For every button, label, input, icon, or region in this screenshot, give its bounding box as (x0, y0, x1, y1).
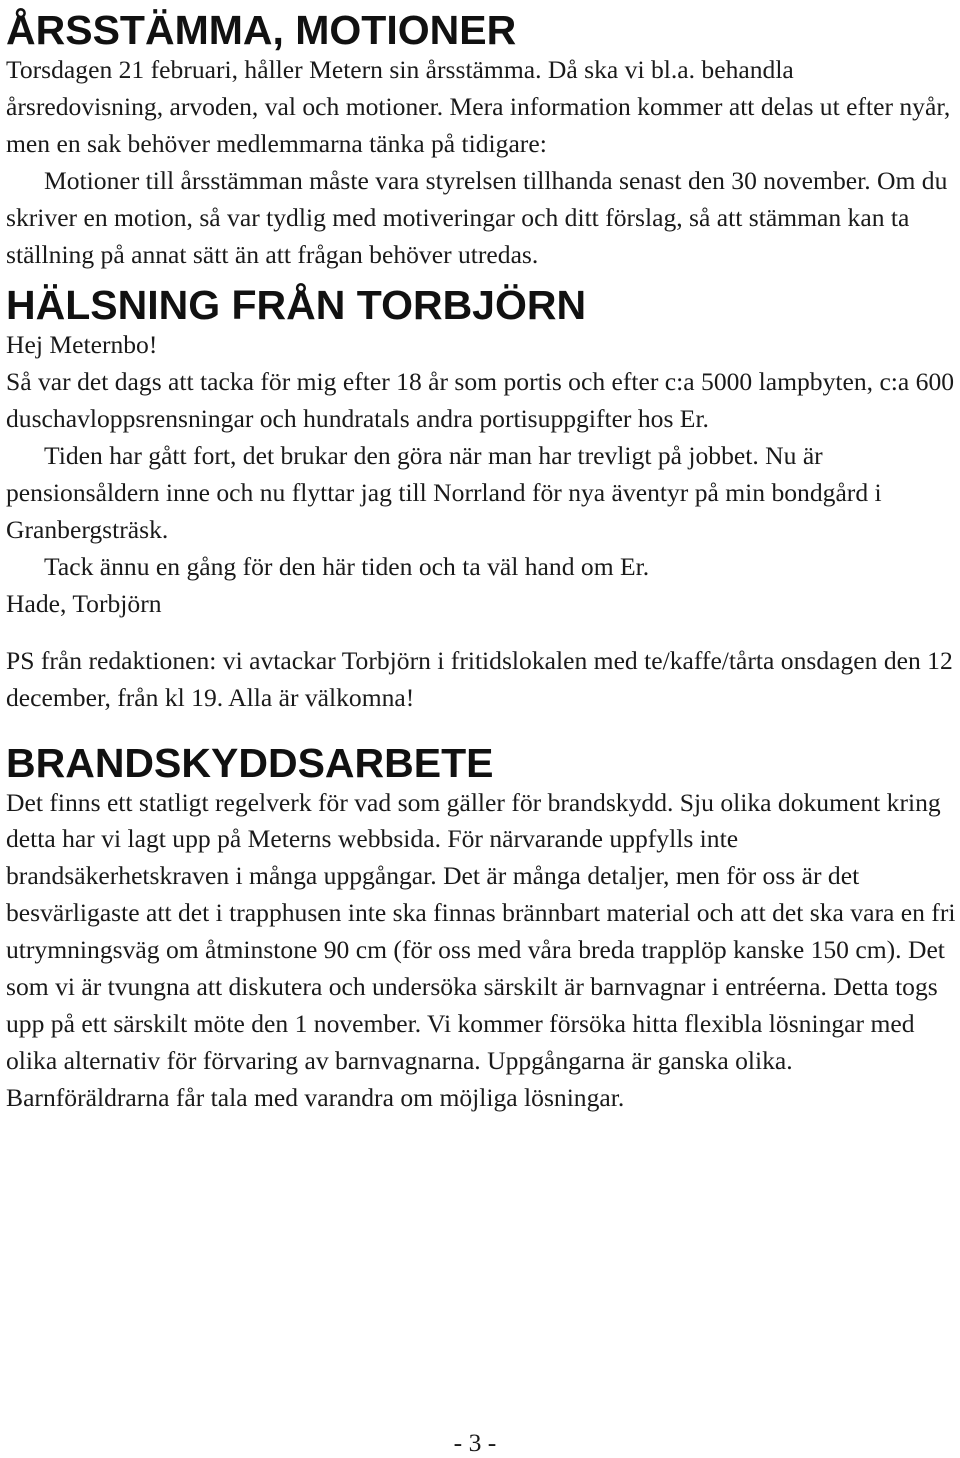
halsning-ps: PS från redaktionen: vi avtackar Torbjörn i fritidslokalen med te/kaffe/tårta onsdagen den 12 december, från kl 19. Alla är välkomna! (6, 645, 953, 712)
section-arsstamma (6, 52, 956, 273)
section-halsning (6, 327, 956, 716)
page-number: - 3 - (453, 1428, 497, 1457)
halsning-paragraph-farewell: Tack ännu en gång för den här tiden och ta väl hand om Er. (44, 551, 650, 581)
section-brandskydd (6, 785, 956, 1117)
newsletter-page (6, 0, 956, 1117)
heading-brandskydd: BRANDSKYDDSARBETE (6, 739, 494, 786)
heading-arsstamma: ÅRSSTÄMMA, MOTIONER (6, 7, 517, 53)
spacer (6, 623, 956, 643)
arsstamma-paragraph-motioner: Motioner till årsstämman måste vara styrelsen tillhanda senast den 30 november. Om du skriver en motion, så var tydlig med motiveringar och ditt förslag, så att stämman kan ta ställning på annat sätt än att frågan behöver utredas. (6, 165, 948, 269)
halsning-paragraph-time: Tiden har gått fort, det brukar den göra när man har trevligt på jobbet. Nu är pensionsåldern inne och nu flyttar jag till Norrland för nya äventyr på min bondgård i Granbergsträsk. (6, 441, 882, 544)
heading-halsning: HÄLSNING FRÅN TORBJÖRN (6, 282, 587, 329)
halsning-signature: Hade, Torbjörn (6, 588, 162, 618)
arsstamma-paragraph-intro: Torsdagen 21 februari, håller Metern sin årsstämma. Då ska vi bl.a. behandla årsredovisning, arvoden, val och motioner. Mera information kommer att delas ut efter nyår, men en sak behöver medlemmarna tänka på tidigare: (6, 55, 951, 158)
halsning-paragraph-thanks: Så var det dags att tacka för mig efter 18 år som portis och efter c:a 5000 lampbyten, c:a 600 duschavloppsrensningar och hundratals andra portisuppgifter hos Er. (6, 367, 955, 434)
brandskydd-paragraph: Det finns ett statligt regelverk för vad som gäller för brandskydd. Sju olika dokument kring detta har vi lagt upp på Meterns webbsida. För närvarande uppfylls inte brandsäkerhetskraven i många uppgångar. Det är många detaljer, men för oss är det besvärligaste att det i trapphusen inte ska finnas brännbart material och att det ska vara en fri utrymningsväg om åtminstone 90 cm (för oss med våra breda trapplöp kanske 150 cm). Det som vi är tvungna att diskutera och undersöka särskilt är barnvagnar i entréerna. Detta togs upp på ett särskilt möte den 1 november. Vi kommer försöka hitta flexibla lösningar med olika alternativ för förvaring av barnvagnarna. Uppgångarna är ganska olika. Barnföräldrarna får tala med varandra om möjliga lösningar. (6, 787, 956, 1112)
halsning-greeting: Hej Meternbo! (6, 330, 158, 360)
